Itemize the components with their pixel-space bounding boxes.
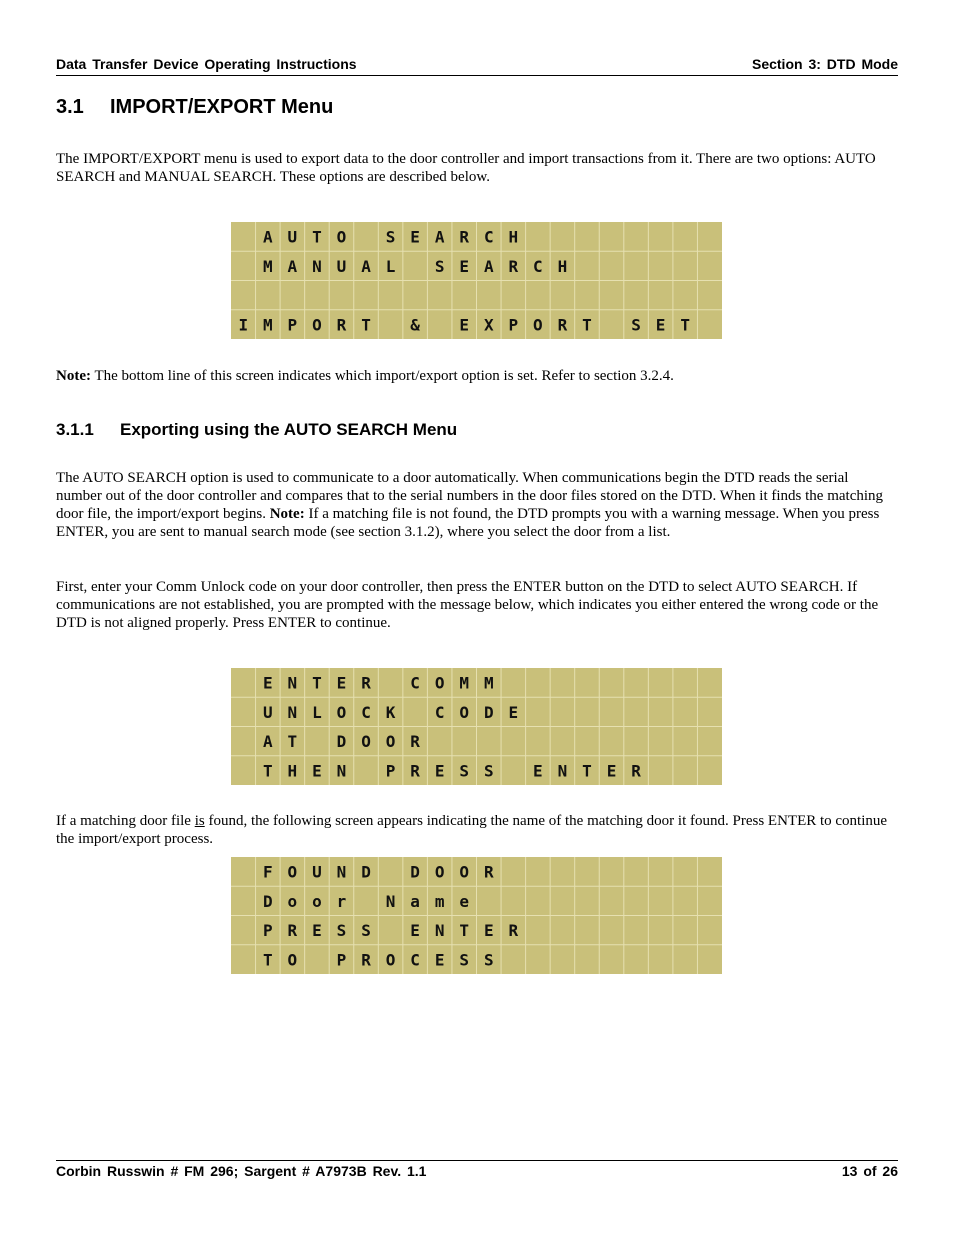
lcd-grid xyxy=(231,668,722,785)
lcd-char: E xyxy=(263,673,273,693)
lcd-char: T xyxy=(582,761,592,781)
lcd-char: N xyxy=(336,761,347,781)
lcd-char: E xyxy=(655,315,666,335)
lcd-char: E xyxy=(483,921,494,941)
lcd-char: H xyxy=(287,761,298,781)
lcd-char: S xyxy=(361,921,371,941)
lcd-char: E xyxy=(459,256,470,276)
subsection-heading xyxy=(56,420,457,440)
lcd-char: o xyxy=(312,891,322,911)
lcd-char: N xyxy=(287,673,298,693)
lcd-char: S xyxy=(459,761,470,781)
footer-doc-id: Corbin Russwin # FM 296; Sargent # A7973B Rev. 1.1 xyxy=(56,1163,427,1179)
lcd-char: E xyxy=(434,950,445,970)
lcd-char: T xyxy=(680,315,690,335)
lcd-char: P xyxy=(263,921,273,941)
lcd-char: C xyxy=(410,950,420,970)
lcd-char: O xyxy=(459,702,470,722)
lcd-char: U xyxy=(287,227,298,247)
lcd-char: O xyxy=(459,862,470,882)
lcd-char: O xyxy=(287,950,298,970)
lcd-char: R xyxy=(508,256,519,276)
page-footer xyxy=(56,1160,898,1181)
lcd-char: e xyxy=(459,891,470,911)
lcd-char: M xyxy=(263,315,273,335)
lcd-char: O xyxy=(434,673,445,693)
lcd-char: N xyxy=(385,891,396,911)
lcd-char: S xyxy=(336,921,347,941)
lcd-char: U xyxy=(312,862,322,882)
lcd-char: P xyxy=(508,315,519,335)
lcd-char: S xyxy=(434,256,445,276)
lcd-char: D xyxy=(361,862,371,882)
lcd-char: R xyxy=(631,761,641,781)
lcd-char: E xyxy=(459,315,470,335)
lcd-char: m xyxy=(434,891,445,911)
lcd-char: H xyxy=(508,227,519,247)
lcd-char: & xyxy=(410,315,420,335)
page-header xyxy=(56,56,898,76)
lcd-char: C xyxy=(533,256,543,276)
lcd-grid xyxy=(231,857,722,974)
lcd-found-door xyxy=(231,857,722,974)
first-step-paragraph: First, enter your Comm Unlock code on your door controller, then press the ENTER button on the DTD to select AUTO SEARCH. If communications are not established, you are prompted with the message below, which indicates you either entered the wrong code or the DTD is not aligned properly. Press ENTER to continue. xyxy=(56,579,879,631)
lcd-char: M xyxy=(263,256,273,276)
lcd-char: R xyxy=(287,921,298,941)
lcd-char: T xyxy=(582,315,592,335)
lcd-char: C xyxy=(434,702,445,722)
section-title: IMPORT/EXPORT Menu xyxy=(110,96,334,118)
lcd-char: O xyxy=(361,732,371,752)
lcd-char: P xyxy=(385,761,396,781)
lcd-char: S xyxy=(385,227,396,247)
lcd-char: R xyxy=(483,862,494,882)
lcd-char: X xyxy=(483,315,494,335)
lcd-char: P xyxy=(336,950,347,970)
lcd-grid xyxy=(231,222,722,339)
lcd-char: R xyxy=(361,950,371,970)
auto-search-text-b: If a matching file is not found, the DTD prompts you with a warning message. When you press ENTER, you are sent to manual search mode (see section 3.1.2), where you select the door from a list. xyxy=(56,506,880,540)
lcd-char: S xyxy=(459,950,470,970)
lcd-char: N xyxy=(557,761,568,781)
lcd-char: O xyxy=(385,732,396,752)
found-text-a: If a matching door file xyxy=(56,813,195,829)
lcd-char: O xyxy=(533,315,543,335)
lcd-char: L xyxy=(385,256,396,276)
lcd-char: I xyxy=(238,315,249,335)
lcd-char: E xyxy=(410,227,420,247)
lcd-char: N xyxy=(312,256,322,276)
lcd-char: O xyxy=(336,702,347,722)
auto-search-paragraph xyxy=(56,469,898,541)
note-paragraph xyxy=(56,367,898,385)
lcd-char: K xyxy=(385,702,396,722)
lcd-char: C xyxy=(483,227,494,247)
lcd-char: S xyxy=(483,761,494,781)
lcd-char: R xyxy=(557,315,568,335)
lcd-char: E xyxy=(434,761,445,781)
lcd-char: R xyxy=(336,315,347,335)
lcd-char: T xyxy=(263,761,273,781)
lcd-char: O xyxy=(434,862,445,882)
lcd-char: N xyxy=(434,921,445,941)
lcd-char: U xyxy=(336,256,347,276)
lcd-char: r xyxy=(336,891,347,911)
note-label: Note: xyxy=(56,368,91,384)
lcd-char: T xyxy=(287,732,298,752)
lcd-char: A xyxy=(361,256,371,276)
lcd-char: D xyxy=(410,862,420,882)
lcd-char: O xyxy=(312,315,322,335)
lcd-char: C xyxy=(410,673,420,693)
lcd-char: T xyxy=(361,315,371,335)
lcd-char: E xyxy=(312,761,322,781)
lcd-char: E xyxy=(508,702,519,722)
lcd-enter-comm-code xyxy=(231,668,722,785)
subsection-number: 3.1.1 xyxy=(56,420,94,439)
lcd-char: A xyxy=(434,227,445,247)
lcd-char: L xyxy=(312,702,322,722)
lcd-char: O xyxy=(385,950,396,970)
lcd-char: T xyxy=(312,227,322,247)
lcd-import-export-menu xyxy=(231,222,722,339)
lcd-char: R xyxy=(410,761,420,781)
lcd-char: E xyxy=(312,921,322,941)
lcd-char: A xyxy=(263,732,273,752)
lcd-char: A xyxy=(483,256,494,276)
subsection-title: Exporting using the AUTO SEARCH Menu xyxy=(120,420,458,439)
lcd-char: N xyxy=(287,702,298,722)
lcd-char: O xyxy=(287,862,298,882)
lcd-char: R xyxy=(410,732,420,752)
lcd-char: E xyxy=(410,921,420,941)
lcd-char: D xyxy=(483,702,494,722)
lcd-char: S xyxy=(631,315,641,335)
header-section: Section 3: DTD Mode xyxy=(751,56,898,72)
header-title: Data Transfer Device Operating Instructions xyxy=(56,56,357,72)
lcd-char: R xyxy=(459,227,470,247)
lcd-char: E xyxy=(336,673,347,693)
lcd-char: T xyxy=(459,921,470,941)
auto-search-text-a: The AUTO SEARCH option is used to communicate to a door automatically. When communications begin the DTD reads the serial number out of the door controller and compares that to the serial numbers in the door files stored on the DTD. When it finds the matching door file, the import/export begins. xyxy=(56,470,884,522)
lcd-char: P xyxy=(287,315,298,335)
lcd-char: T xyxy=(312,673,322,693)
lcd-char: C xyxy=(361,702,371,722)
lcd-char: E xyxy=(533,761,543,781)
found-underlined: is xyxy=(194,813,205,829)
lcd-char: S xyxy=(483,950,494,970)
page-number: 13 of 26 xyxy=(841,1163,898,1179)
found-paragraph xyxy=(56,812,898,848)
auto-search-note-label: Note: xyxy=(269,506,305,522)
lcd-char: A xyxy=(263,227,273,247)
lcd-char: U xyxy=(263,702,273,722)
lcd-char: R xyxy=(508,921,519,941)
lcd-char: a xyxy=(410,891,420,911)
lcd-char: H xyxy=(557,256,568,276)
section-number: 3.1 xyxy=(56,96,84,118)
lcd-char: M xyxy=(459,673,470,693)
intro-paragraph: The IMPORT/EXPORT menu is used to export data to the door controller and import transactions from it. There are two options: AUTO SEARCH and MANUAL SEARCH. These options are described below. xyxy=(56,151,876,185)
lcd-char: D xyxy=(263,891,273,911)
lcd-char: M xyxy=(483,673,494,693)
lcd-char: N xyxy=(336,862,347,882)
note-text: The bottom line of this screen indicates which import/export option is set. Refer to section 3.2.4. xyxy=(90,368,674,384)
lcd-char: T xyxy=(263,950,273,970)
lcd-char: D xyxy=(336,732,347,752)
lcd-char: R xyxy=(361,673,371,693)
lcd-char: A xyxy=(287,256,298,276)
lcd-char: F xyxy=(263,862,273,882)
found-text-b: found, the following screen appears indicating the name of the matching door it found. Press ENTER to continue the import/export process. xyxy=(56,813,888,847)
lcd-char: E xyxy=(606,761,617,781)
lcd-char: o xyxy=(287,891,298,911)
section-heading xyxy=(56,96,333,119)
lcd-char: O xyxy=(336,227,347,247)
